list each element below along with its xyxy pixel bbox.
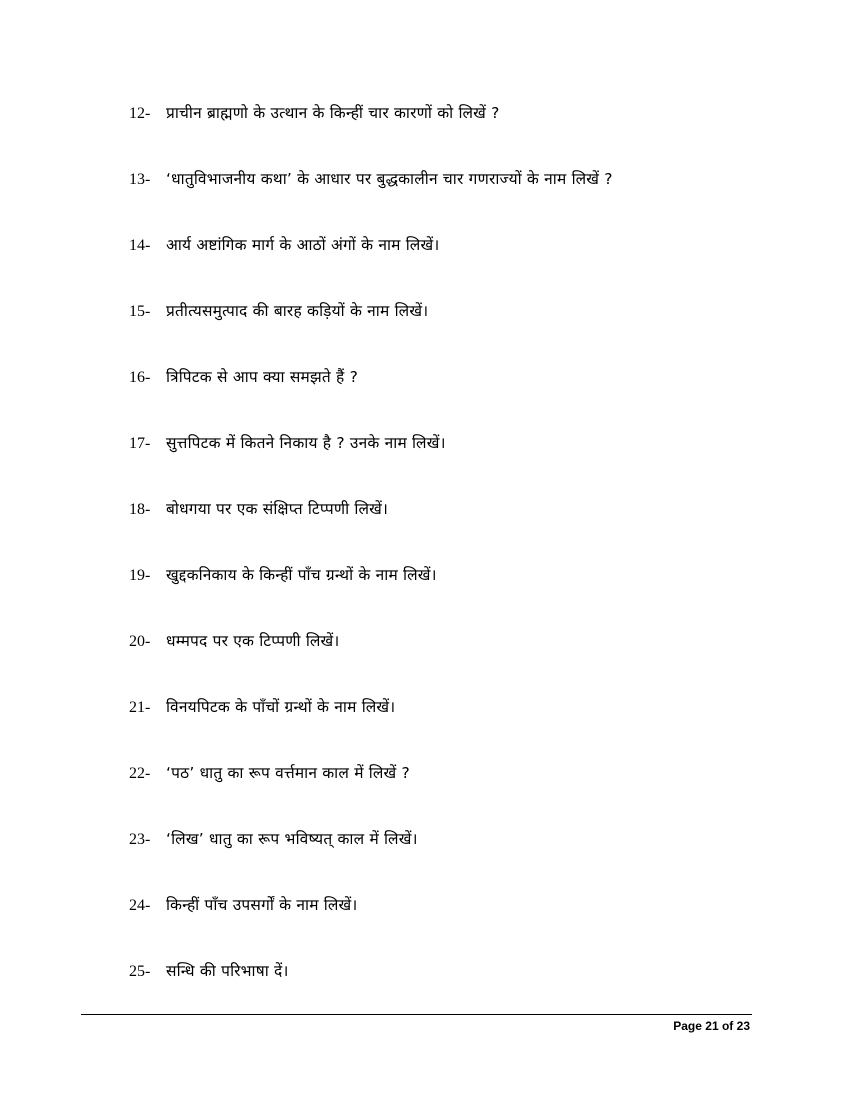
question-item <box>129 562 769 628</box>
question-item <box>129 166 769 232</box>
question-number: 23- <box>129 831 151 848</box>
question-number: 12- <box>129 105 151 122</box>
question-item <box>129 628 769 694</box>
question-text: सुत्तपिटक में कितने निकाय है ? उनके नाम लिखें। <box>166 434 446 452</box>
question-number: 22- <box>129 765 151 782</box>
of-label: of <box>721 1019 734 1033</box>
question-item <box>129 430 769 496</box>
question-text: किन्हीं पाँच उपसर्गों के नाम लिखें। <box>166 896 358 914</box>
question-number: 13- <box>129 171 151 188</box>
question-number: 18- <box>129 501 151 518</box>
question-item <box>129 232 769 298</box>
question-item <box>129 694 769 760</box>
total-pages-number: 23 <box>736 1019 750 1033</box>
question-item <box>129 826 769 892</box>
question-item <box>129 496 769 562</box>
question-text: ‘धातुविभाजनीय कथा’ के आधार पर बुद्धकालीन चार गणराज्यों के नाम लिखें ? <box>166 170 613 188</box>
question-item <box>129 892 769 958</box>
question-item <box>129 100 769 166</box>
question-text: त्रिपिटक से आप क्या समझते हैं ? <box>166 368 359 386</box>
question-text: प्राचीन ब्राह्मणो के उत्थान के किन्हीं चार कारणों को लिखें ? <box>166 104 500 122</box>
question-number: 16- <box>129 369 151 386</box>
question-text: सन्धि की परिभाषा दें। <box>166 962 289 980</box>
question-number: 15- <box>129 303 151 320</box>
question-number: 19- <box>129 567 151 584</box>
question-number: 17- <box>129 435 151 452</box>
question-item <box>129 760 769 826</box>
question-text: प्रतीत्यसमुत्पाद की बारह कड़ियों के नाम लिखें। <box>166 302 429 320</box>
question-number: 14- <box>129 237 151 254</box>
question-text: ‘लिख’ धातु का रूप भविष्यत् काल में लिखें। <box>166 830 418 848</box>
question-number: 24- <box>129 897 151 914</box>
question-item <box>129 298 769 364</box>
question-number: 20- <box>129 633 151 650</box>
question-text: धम्मपद पर एक टिप्पणी लिखें। <box>166 632 340 650</box>
page-label: Page <box>673 1019 702 1033</box>
question-number: 25- <box>129 963 151 980</box>
question-text: विनयपिटक के पाँचों ग्रन्थों के नाम लिखें। <box>166 698 396 716</box>
question-number: 21- <box>129 699 151 716</box>
current-page-number: 21 <box>705 1019 719 1033</box>
footer-divider <box>81 1014 752 1015</box>
question-text: आर्य अष्टांगिक मार्ग के आठों अंगों के नाम लिखें। <box>166 236 440 254</box>
question-item <box>129 364 769 430</box>
question-text: बोधगया पर एक संक्षिप्त टिप्पणी लिखें। <box>166 500 389 518</box>
question-text: खुद्दकनिकाय के किन्हीं पाँच ग्रन्थों के नाम लिखें। <box>166 566 437 584</box>
question-list <box>129 100 769 1024</box>
page-footer <box>673 1019 750 1033</box>
question-text: ‘पठ’ धातु का रूप वर्त्तमान काल में लिखें ? <box>166 764 410 782</box>
